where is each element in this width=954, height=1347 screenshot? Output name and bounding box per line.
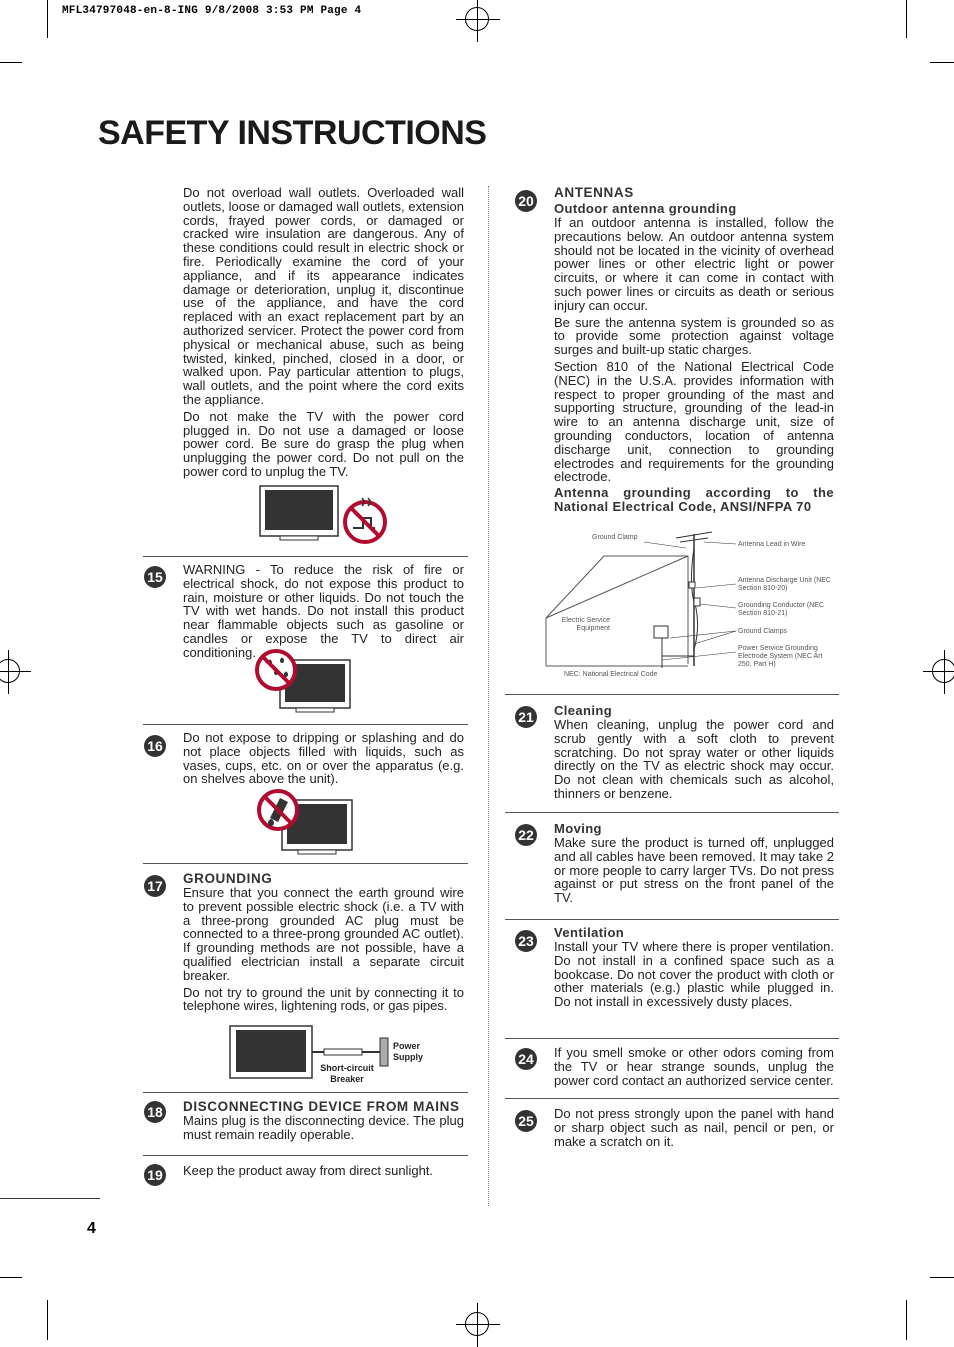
section-18 [183, 1099, 464, 1142]
crop-mark [906, 0, 907, 38]
section-17 [183, 871, 464, 1013]
diagram-label-service-equipment: Electric Service Equipment [561, 617, 610, 632]
crop-mark [0, 1277, 22, 1278]
section-rule [143, 1155, 468, 1156]
section-19 [183, 1164, 464, 1178]
section-text: Keep the product away from direct sunlight. [183, 1163, 434, 1178]
section-rule [505, 1098, 839, 1099]
section-23 [554, 926, 834, 1009]
crop-mark [930, 1277, 954, 1278]
section-number-badge: 20 [515, 190, 537, 212]
section-rule [143, 724, 468, 725]
section-heading: Cleaning [554, 703, 613, 718]
section-text: Do not try to ground the unit by connecting it to telephone wires, lightening rods, or gas pipes. [183, 984, 464, 1014]
section-number-badge: 24 [515, 1048, 537, 1070]
diagram-label-discharge-unit: Antenna Discharge Unit (NEC Section 810-20) [738, 577, 831, 592]
crop-mark [47, 0, 48, 38]
registration-mark [465, 1312, 489, 1336]
tv-rain-illustration [254, 648, 354, 714]
section-21 [554, 704, 834, 801]
intro-block [183, 186, 464, 479]
intro-paragraph: Do not overload wall outlets. Overloaded wall outlets, loose or damaged wall outlets, extension cords, frayed power cords, or damaged or cracked wire insulation are dangerous. Any of these conditions could result in electric shock or fire. Periodically examine the cord of your appliance, and if its appearance indicates damage or deterioration, unplug it, discontinue use of the appliance, and have the cord replaced with an exact replacement part by an authorized servicer. Protect the power cord from physical or mechanical abuse, such as being twisted, kinked, pinched, closed in a door, or walked upon. Pay particular attention to plugs, wall outlets, and the point where the cord exits the appliance. [183, 185, 464, 407]
section-heading: Ventilation [554, 925, 625, 940]
diagram-label-ground-clamps: Ground Clamps [738, 628, 788, 635]
diagram-label-lead-in: Antenna Lead in Wire [738, 541, 806, 548]
section-rule [143, 1092, 468, 1093]
section-number-badge: 17 [144, 875, 166, 897]
section-rule [505, 694, 839, 695]
section-text: When cleaning, unplug the power cord and scrub gently with a soft cloth to prevent scratching. Do not spray water or other liquids directly on the TV as electric shock may occur. Do not clean with chemicals such as alcohol, thinners or benzene. [554, 717, 834, 801]
section-text: If you smell smoke or other odors coming from the TV or hear strange sounds, unplug the power cord contact an authorized service center. [554, 1045, 834, 1088]
section-text: If an outdoor antenna is installed, follow the precautions below. An outdoor antenna system should not be located in the vicinity of overhead power lines or other electric light or power circuits, or where it can come in contact with such power lines or circuits as death or serious injury can occur. [554, 215, 834, 313]
section-22 [554, 822, 834, 905]
section-number-badge: 22 [515, 824, 537, 846]
section-heading: ANTENNAS [554, 185, 634, 200]
section-number-badge: 15 [144, 566, 166, 588]
section-text: Do not expose to dripping or splashing and do not place objects filled with liquids, such as vases, cups, etc. on or over the apparatus (e.g. on shelves above the unit). [183, 730, 464, 787]
diagram-label-grounding-conductor: Grounding Conductor (NEC Section 810-21) [738, 602, 824, 617]
section-20 [554, 185, 834, 514]
section-number-badge: 18 [144, 1101, 166, 1123]
section-text: Ensure that you connect the earth ground wire to prevent possible electric shock (i.e. a TV with a three-prong grounded AC plug must be connected to a three-prong grounded AC outlet). If grounding methods are not possible, have a qualified electrician install a separate circuit breaker. [183, 885, 464, 983]
registration-mark [0, 659, 20, 683]
tv-unplug-illustration [258, 484, 388, 544]
section-heading: DISCONNECTING DEVICE FROM MAINS [183, 1099, 460, 1114]
registration-mark [465, 7, 489, 31]
intro-paragraph: Do not make the TV with the power cord plugged in. Do not use a damaged or loose power cord. Be sure do grasp the plug when unplugging the power cord. Do not pull on the power cord to unplug the TV. [183, 408, 464, 479]
power-supply-label: Power Supply [393, 1041, 424, 1062]
section-heading: GROUNDING [183, 871, 273, 886]
registration-mark [932, 659, 954, 683]
section-text: WARNING - To reduce the risk of fire or electrical shock, do not expose this product to rain, moisture or other liquids. Do not touch the TV with wet hands. Do not install this product near flammable objects such as gasoline or candles or expose the TV to direct air conditioning. [183, 562, 464, 660]
section-15 [183, 563, 464, 660]
section-rule [143, 863, 468, 864]
crop-mark [930, 62, 954, 63]
crop-mark [0, 62, 22, 63]
section-number-badge: 16 [144, 735, 166, 757]
section-number-badge: 23 [515, 930, 537, 952]
short-circuit-breaker-label: Short-circuit Breaker [320, 1063, 374, 1084]
diagram-label-electrode: Power Service Grounding Electrode System (NEC Art 250, Part H) [738, 645, 823, 668]
section-24 [554, 1046, 834, 1087]
section-text: Make sure the product is turned off, unplugged and all cables have been removed. It may take 2 or more people to carry larger TVs. Do not press against or put stress on the front panel of the TV. [554, 835, 834, 906]
page-number: 4 [87, 1220, 96, 1237]
tv-liquid-illustration [254, 788, 354, 858]
subsection-heading: Antenna grounding according to the National Electrical Code, ANSI/NFPA 70 [554, 485, 834, 515]
section-16 [183, 731, 464, 786]
diagram-label-ground-clamp: Ground Clamp [592, 534, 638, 541]
section-rule [505, 919, 839, 920]
section-rule [505, 812, 839, 813]
column-divider [488, 186, 489, 1206]
section-number-badge: 25 [515, 1110, 537, 1132]
diagram-label-nec: NEC: National Electrical Code [564, 671, 658, 678]
section-number-badge: 19 [144, 1164, 166, 1186]
section-text: Do not press strongly upon the panel with hand or sharp object such as nail, pencil or pen, or make a scratch on it. [554, 1106, 834, 1149]
section-text: Install your TV where there is proper ventilation. Do not install in a confined space such as a bookcase. Do not cover the product with cloth or other materials (e.g.) plastic while plugged in. Do not install in excessively dusty places. [554, 939, 834, 1010]
crop-mark [47, 1300, 48, 1340]
section-text: Mains plug is the disconnecting device. The plug must remain readily operable. [183, 1113, 464, 1142]
section-heading: Moving [554, 821, 602, 836]
section-text: Be sure the antenna system is grounded so as to provide some protection against voltage surges and built-up static charges. [554, 314, 834, 358]
footer-rule [0, 1198, 100, 1199]
section-25 [554, 1107, 834, 1148]
section-text: Section 810 of the National Electrical Code (NEC) in the U.S.A. provides information with respect to proper grounding of the mast and supporting structure, grounding of the lead-in wire to an antenna discharge unit, size of grounding conductors, location of antenna discharge unit, connection to grounding electrodes and requirements for the grounding electrode. [554, 358, 834, 485]
subsection-heading: Outdoor antenna grounding [554, 201, 737, 216]
print-slug: MFL34797048-en-8-ING 9/8/2008 3:53 PM Page 4 [62, 5, 362, 17]
page-title: SAFETY INSTRUCTIONS [98, 114, 487, 152]
section-rule [143, 556, 468, 557]
section-number-badge: 21 [515, 706, 537, 728]
crop-mark [906, 1300, 907, 1340]
section-rule [505, 1038, 839, 1039]
